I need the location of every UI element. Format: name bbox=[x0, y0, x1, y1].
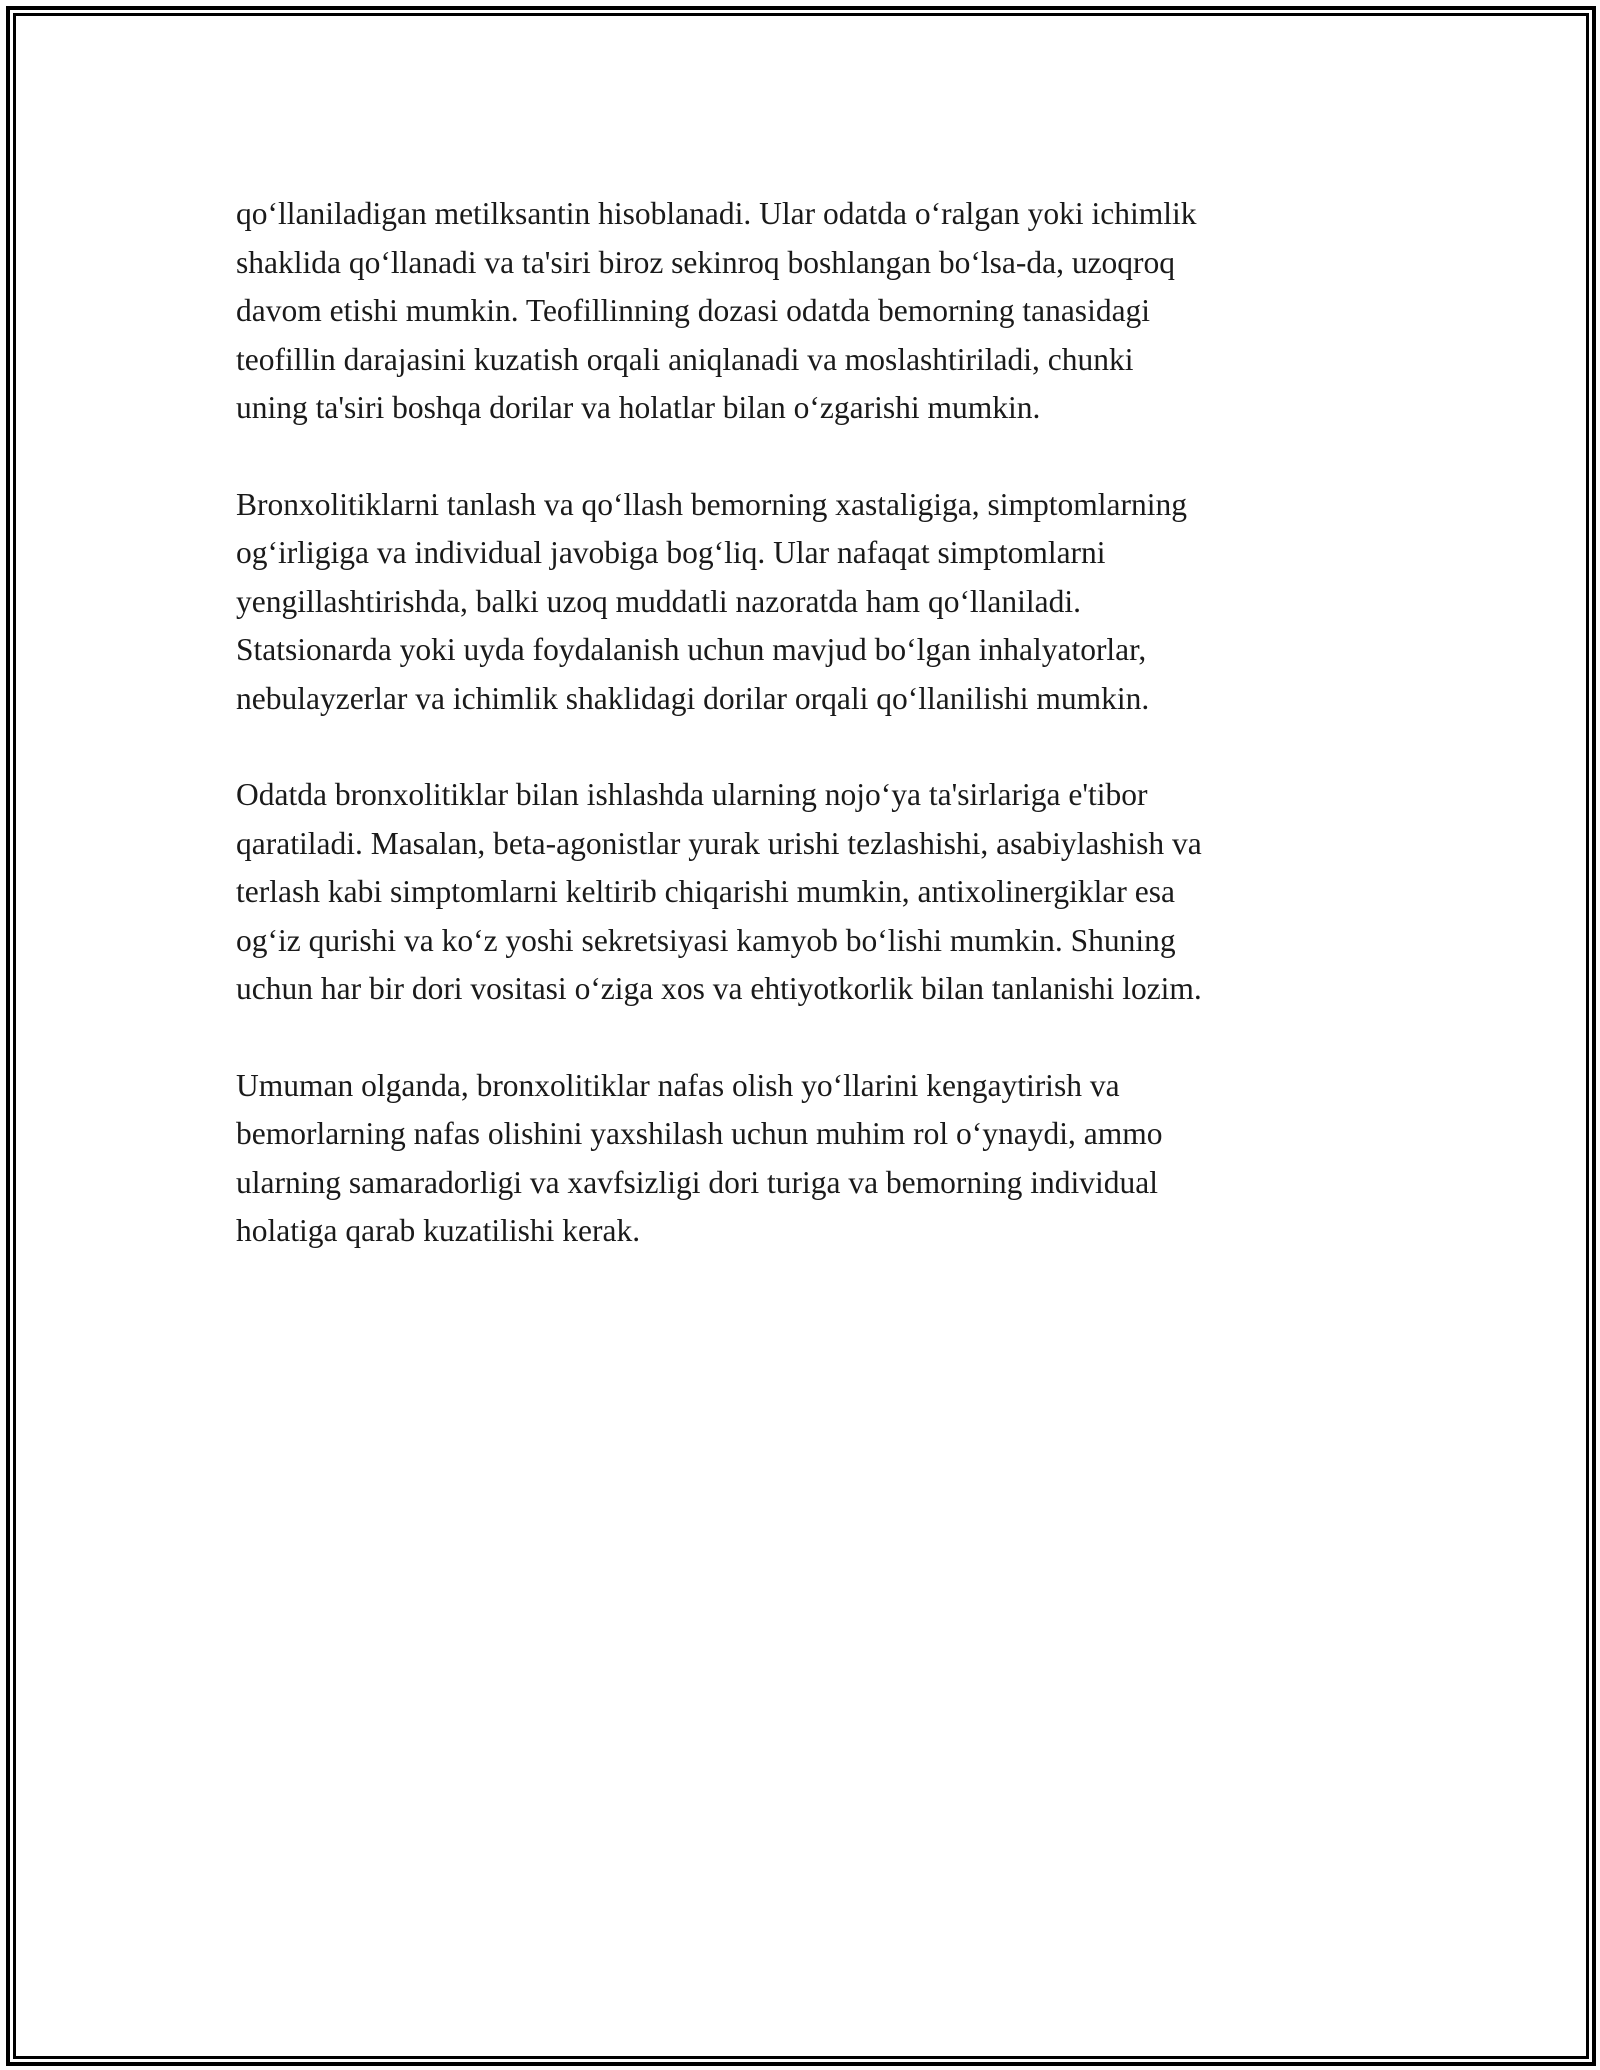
text-line: holatiga qarab kuzatilishi kerak. bbox=[236, 1213, 641, 1248]
text-line: bemorlarning nafas olishini yaxshilash uchun muhim rol o‘ynaydi, ammo bbox=[236, 1116, 1163, 1151]
paragraph-4 bbox=[236, 1062, 1376, 1256]
text-line: Statsionarda yoki uyda foydalanish uchun mavjud bo‘lgan inhalyatorlar, bbox=[236, 632, 1147, 667]
text-line: qaratiladi. Masalan, beta-agonistlar yurak urishi tezlashishi, asabiylashish va bbox=[236, 825, 1202, 861]
text-line: Bronxolitiklarni tanlash va qo‘llash bemorning xastaligiga, simptomlarning bbox=[236, 486, 1187, 522]
text-line: Umuman olganda, bronxolitiklar nafas olish yo‘llarini kengaytirish va bbox=[236, 1067, 1120, 1103]
text-line: davom etishi mumkin. Teofillinning dozasi odatda bemorning tanasidagi bbox=[236, 293, 1151, 328]
text-line: ularning samaradorligi va xavfsizligi dori turiga va bemorning individual bbox=[236, 1164, 1159, 1200]
text-line: Odatda bronxolitiklar bilan ishlashda ularning nojo‘ya ta'sirlariga e'tibor bbox=[236, 777, 1148, 812]
text-line: nebulayzerlar va ichimlik shaklidagi dorilar orqali qo‘llanilishi mumkin. bbox=[236, 680, 1150, 716]
paragraph-3 bbox=[236, 771, 1376, 1014]
text-line: uning ta'siri boshqa dorilar va holatlar bilan o‘zgarishi mumkin. bbox=[236, 390, 1041, 425]
paragraph-1 bbox=[236, 190, 1376, 433]
text-line: terlash kabi simptomlarni keltirib chiqarishi mumkin, antixolinergiklar esa bbox=[236, 874, 1175, 909]
paragraph-2 bbox=[236, 481, 1376, 724]
text-line: uchun har bir dori vositasi o‘ziga xos va ehtiyotkorlik bilan tanlanishi lozim. bbox=[236, 971, 1202, 1006]
text-line: og‘irligiga va individual javobiga bog‘liq. Ular nafaqat simptomlarni bbox=[236, 535, 1106, 570]
text-line: qo‘llaniladigan metilksantin hisoblanadi. Ular odatda o‘ralgan yoki ichimlik bbox=[236, 196, 1197, 231]
text-line: og‘iz qurishi va ko‘z yoshi sekretsiyasi kamyob bo‘lishi mumkin. Shuning bbox=[236, 922, 1176, 958]
document-body bbox=[236, 190, 1376, 1304]
text-line: teofillin darajasini kuzatish orqali aniqlanadi va moslashtiriladi, chunki bbox=[236, 341, 1134, 377]
text-line: yengillashtirishda, balki uzoq muddatli nazoratda ham qo‘llaniladi. bbox=[236, 583, 1082, 619]
text-line: shaklida qo‘llanadi va ta'siri biroz sekinroq boshlangan bo‘lsa-da, uzoqroq bbox=[236, 244, 1176, 280]
